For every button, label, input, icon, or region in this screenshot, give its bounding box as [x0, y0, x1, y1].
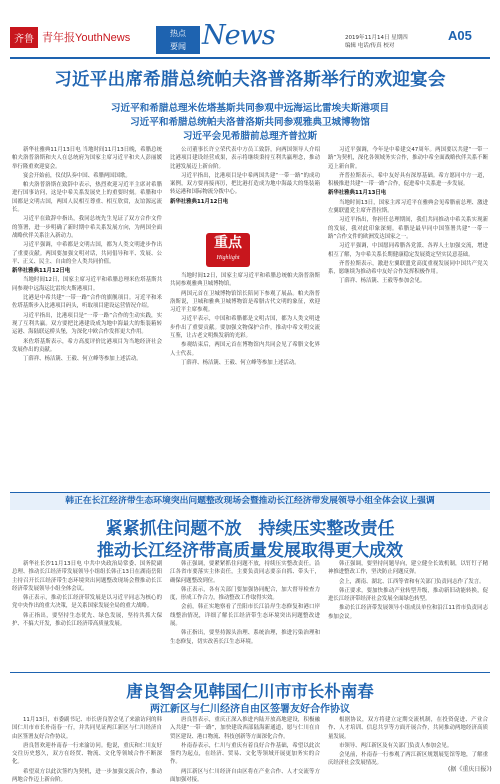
story2-headline-2: 推动长江经济带高质量发展取得更大成效 — [97, 541, 403, 561]
article-paragraph: 会上，湖南、湖北、江西等省和有关部门负责同志作了发言。 — [339, 578, 485, 585]
article-paragraph: 齐普拉斯表示，激进左翼联盟党高度重视发展同中国共产党关系，愿继续为推动希中友好合作发挥积极作用。 — [328, 260, 488, 276]
story1-column-1 — [12, 146, 162, 480]
section-label — [156, 26, 200, 54]
story3-source-note: (据《重庆日报》) — [448, 766, 492, 773]
logo-text: 青年报YouthNews — [42, 32, 131, 44]
story2-banner — [10, 492, 490, 510]
story3-subheadline: 两江新区与仁川经济自由区签署友好合作协议 — [150, 704, 350, 715]
article-paragraph: 新华社长沙11月13日电 中共中央政治局常委、国务院副总理、推动长江经济带发展领导小组组长韩正13日在湖南岳阳主持召开长江经济带生态环境突出问题整改现场会暨推动长江经济带发展领导小组全体会议。 — [12, 561, 162, 592]
highlight-badge-main: 重点 — [214, 235, 242, 251]
page-number: A05 — [448, 28, 472, 43]
story3-column-3 — [328, 716, 488, 767]
article-paragraph: 两国元首在卫城博物馆馆长陪同下参观了展品。帕夫洛普洛斯说，卫城和雅典卫城博物馆是希腊古代文明的象征，欢迎习近平主席参观。 — [170, 290, 320, 314]
article-paragraph: 韩正强调，要坚持问题导向，建立健全长效机制，以钉钉子精神推进整改工作，坚决防止问题反弹。 — [328, 561, 488, 576]
article-dateline: 新华社雅典11月12日电 — [170, 198, 229, 205]
article-paragraph: 韩正表示，推动长江经济带发展是以习近平同志为核心的党中央作出的重大决策，是关系国家发展全局的重大战略。 — [12, 595, 162, 610]
section-label-line1: 热点 — [170, 29, 186, 38]
article-paragraph: 齐普拉斯表示，希中友好具有深厚基础。希方愿同中方一道，积极推进共建“一带一路”合作，促进希中关系进一步发展。 — [328, 172, 488, 188]
issue-editors: 编辑 电话/传真 校对 — [345, 43, 395, 49]
issue-meta — [345, 34, 445, 50]
article-paragraph: 推动长江经济带发展领导小组成员单位和沿江11省市负责同志参加会议。 — [328, 605, 488, 620]
article-paragraph: 丁薛祥、杨洁篪、王毅、何立峰等参加上述活动。 — [23, 356, 142, 363]
story1-subheadline-2: 习近平和希腊总统帕夫洛普洛斯共同参观雅典卫城博物馆 — [130, 117, 370, 128]
story1-subheadline-3: 习近平会见希腊前总理齐普拉斯 — [182, 131, 318, 142]
article-paragraph: 丁薛祥、杨洁篪、王毅、何立峰等参加上述活动。 — [181, 359, 300, 366]
section-label-line2: 要闻 — [170, 42, 186, 51]
article-paragraph: 当地时间13日，国家主席习近平在雅典会见希腊前总理、激进左翼联盟党主席齐普拉斯。 — [328, 199, 488, 215]
article-dateline: 新华社雅典11月13日电 — [328, 190, 387, 197]
story2-column-3 — [328, 560, 488, 666]
article-paragraph: 丁薛祥、杨洁篪、王毅等参加会见。 — [339, 278, 426, 285]
issue-date: 2019年11月14日 星期四 — [345, 35, 408, 41]
story3-column-2 — [170, 716, 320, 784]
article-paragraph: 朴南春表示，仁川与重庆有着良好合作基础，希望以此次签约为起点，在经济、贸易、文化等领域开展更加务实的合作。 — [170, 742, 320, 766]
article-paragraph: 韩正表示，各有关部门要加强协同配合，加大督导检查力度，形成工作合力，推动整改工作取得实效。 — [170, 586, 320, 602]
article-paragraph: 帕夫洛普洛斯在致辞中表示，热烈欢迎习近平主席对希腊进行国事访问，这是中希关系发展史上的重要时刻。希腊和中国都是文明古国，两国人民相互尊重、相互欣赏，友谊源远流长。 — [12, 182, 162, 214]
article-dateline: 新华社雅典11月12日电 — [12, 268, 71, 275]
story1-column-2-top — [170, 146, 320, 230]
highlight-badge-sub: Highlight — [216, 255, 240, 261]
article-paragraph: 公司董事长许立荣代表中方员工致辞，向两国领导人介绍比港项目建设经营成果，表示将继续秉持互利共赢理念，推动比港发展迈上新台阶。 — [170, 147, 320, 170]
story1-headline: 习近平出席希腊总统帕夫洛普洛斯举行的欢迎宴会 — [54, 70, 446, 90]
article-paragraph: 会见前，朴南春一行参观了两江新区规划展览馆等地，了解重庆经济社会发展情况。 — [328, 752, 488, 767]
story2-column-2 — [170, 560, 320, 666]
article-paragraph: 米佐塔基斯表示，希方高度评价比港项目为当地经济社会发展作出的贡献。 — [12, 338, 162, 353]
article-paragraph: 比港是中希共建“一带一路”合作的旗舰项目。习近平和米佐塔基斯步入比港项目码头，听取项目建设运营情况介绍。 — [12, 295, 162, 310]
article-paragraph: 韩正强调，要紧紧抓住问题不放，持续压实整改责任。沿江各省市要落实主体责任，主要负责同志要亲自抓、带头干，确保问题整改到位。 — [170, 561, 320, 584]
article-paragraph: 当地时间12日，国家主席习近平和希腊总理米佐塔基斯共同参观中远海运比雷埃夫斯港项目。 — [12, 277, 162, 292]
article-paragraph: 韩正指出，要坚持源头治理、系统治理，推进污染治理和生态修复，切实改善长江生态环境。 — [170, 630, 320, 645]
article-paragraph: 11月13日，市委副书记、市长唐良智会见了来渝访问的韩国仁川市市长朴南春一行，并共同见证两江新区与仁川经济自由区签署友好合作协议。 — [12, 717, 162, 740]
article-paragraph: 市领导、两江新区及有关部门负责人参加会见。 — [339, 742, 453, 749]
article-paragraph: 根据协议，双方将建立定期交流机制，在投资促进、产业合作、人才培训、信息共享等方面开展合作，共同推动两地经济高质量发展。 — [328, 717, 488, 740]
article-paragraph: 韩正要求，要加快推动产业转型升级，推动新旧动能转换，促进长江经济带经济社会发展全面绿色转型。 — [328, 587, 488, 603]
article-paragraph: 习近平指出，比港项目是“一带一路”合作的生动实践，实现了互利共赢。双方要把比港建设成为地中海最大的集装箱转运港、海陆联运桥头堡，为深化中欧合作发挥更大作用。 — [12, 312, 162, 336]
article-paragraph: 习近平强调，中希都是文明古国，都为人类文明进步作出了重要贡献。两国要加强文明对话，共同倡导和平、发展、公平、正义、民主、自由的全人类共同价值。 — [12, 242, 162, 265]
article-paragraph: 唐良智欢迎朴南春一行来渝访问。他说，重庆和仁川友好交往历史悠久，双方在经贸、物流、文化等领域合作不断深化。 — [12, 742, 162, 766]
article-paragraph: 习近平在致辞中指出，我同总统先生见证了双方合作文件的签署，进一步明确了新时期中希关系发展方向，为两国全面战略伙伴关系注入新动力。 — [12, 216, 162, 239]
article-paragraph: 希望双方以此次签约为契机，进一步加强交流合作，推动两地合作迈上新台阶。 — [12, 768, 162, 784]
article-paragraph: 习近平表示，中国和希腊都是文明古国，都为人类文明进步作出了重要贡献。要加强文物保护合作，推动中希文明交流互鉴，让古老文明焕发新的光彩。 — [170, 316, 320, 340]
article-paragraph: 习近平强调，中国愿同希腊各党派、各界人士加强交流，增进相互了解，为中希关系长期健康稳定发展奠定坚实民意基础。 — [328, 243, 488, 258]
masthead-rule — [10, 57, 490, 59]
article-paragraph: 当地时间12日，国家主席习近平和希腊总统帕夫洛普洛斯共同参观雅典卫城博物馆。 — [170, 273, 320, 288]
article-paragraph: 唐良智表示，重庆正深入推进内陆开放高地建设，积极融入共建“一带一路”，加快建设西部陆海新通道，愿与仁川在自贸区建设、港口物流、科技创新等方面深化合作。 — [170, 717, 320, 740]
section-title-news: News — [202, 20, 275, 51]
story2-headline-1: 紧紧抓住问题不放 持续压实整改责任 — [105, 519, 395, 539]
article-paragraph: 宴会开始前，仪仗队奏中国、希腊两国国歌。 — [23, 172, 131, 179]
story1-subheadline-1: 习近平和希腊总理米佐塔基斯共同参观中远海运比雷埃夫斯港项目 — [110, 103, 390, 114]
story2-banner-text: 韩正在长江经济带生态环境突出问题整改现场会暨推动长江经济带发展领导小组全体会议上强调 — [65, 496, 435, 506]
story3-column-1 — [12, 716, 162, 784]
masthead — [0, 0, 500, 56]
article-paragraph: 会前，韩正实地察看了岳阳市长江沿岸生态修复和港口岸线整治情况，详细了解长江经济带生态环境突出问题整改进展。 — [170, 604, 320, 628]
story3-divider — [10, 672, 490, 673]
article-paragraph: 习近平强调，今年是中希建交47周年。两国要以共建“一带一路”为契机，深化各领域务实合作，推动中希全面战略伙伴关系不断迈上新台阶。 — [328, 147, 488, 170]
story2-column-1 — [12, 560, 162, 666]
article-paragraph: 新华社雅典11月13日电 当地时间11月13日晚，希腊总统帕夫洛普洛斯和夫人在总统府为国家主席习近平和夫人彭丽媛举行隆重欢迎宴会。 — [12, 147, 162, 170]
article-paragraph: 参观结束后，两国元首在博物馆内共同会见了希腊文化界人士代表。 — [170, 342, 320, 357]
article-paragraph: 习近平指出，你担任总理期间，我们共同推动中希关系实现新的发展，我对此印象深刻。希腊是最早同中国签署共建“一带一路”合作文件的欧洲发达国家之一。 — [328, 217, 488, 240]
article-paragraph: 两江新区与仁川经济自由区将在产业合作、人才交流等方面加强对接。 — [170, 768, 320, 784]
story1-column-3 — [328, 146, 488, 480]
story1-column-2 — [170, 272, 320, 480]
article-paragraph: 韩正指出，要坚持生态优先、绿色发展，坚持共抓大保护、不搞大开发，推动长江经济带高质量发展。 — [12, 612, 162, 628]
newspaper-logo — [10, 24, 130, 50]
story3-headline: 唐良智会见韩国仁川市市长朴南春 — [126, 682, 374, 701]
logo-mark: 齐鲁 — [10, 27, 38, 48]
highlight-badge — [206, 233, 250, 267]
article-paragraph: 习近平指出，比港项目是中希两国共建“一带一路”的成功案例，双方要再接再厉，把比港打造成为地中海最大的集装箱转运港和国际物流分拨中心。 — [170, 172, 320, 196]
